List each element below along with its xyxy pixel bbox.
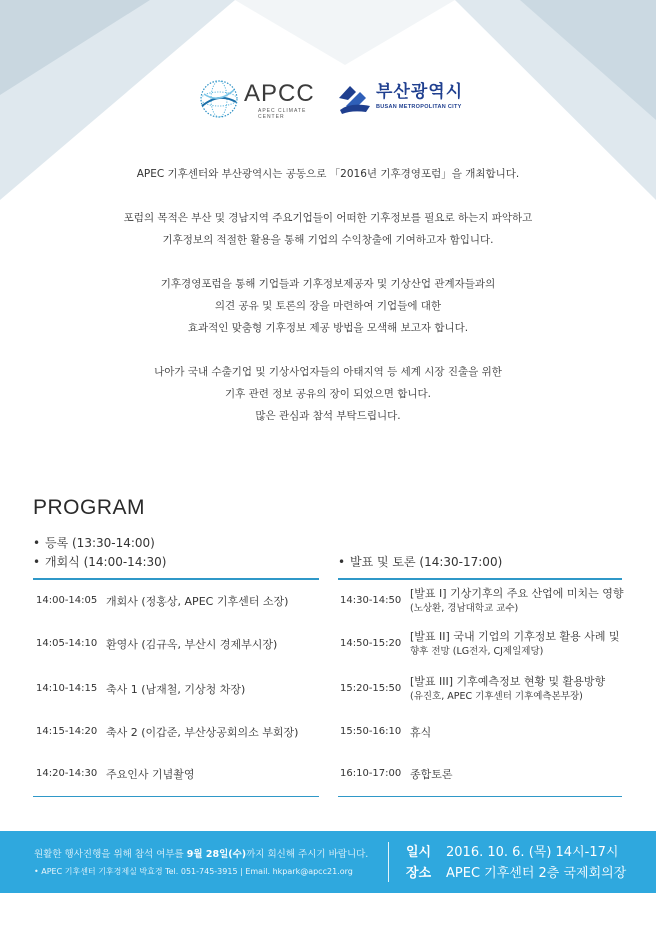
registration-item (33, 535, 155, 551)
row-time: 14:20-14:30 (36, 768, 98, 779)
row-desc: 휴식 (410, 726, 432, 739)
row-desc-sub: (노상환, 경남대학교 교수) (410, 603, 519, 614)
place-label: 장소 (406, 866, 432, 881)
row-desc: 축사 1 (남재철, 기상청 차장) (106, 683, 246, 696)
place-value: APEC 기후센터 2층 국제회의장 (446, 866, 627, 881)
intro-line: 효과적인 맞춤형 기후정보 제공 방법을 모색해 보고자 합니다. (187, 322, 469, 334)
row-desc: 환영사 (김규옥, 부산시 경제부시장) (106, 638, 278, 651)
rsvp-note-suffix: 까지 회신해 주시기 바랍니다. (246, 849, 369, 860)
row-time: 14:10-14:15 (36, 683, 98, 694)
contact-info: • APEC 기후센터 기후경제실 박효경 Tel. 051-745-3915 | Email. hkpark@apcc21.org (34, 867, 353, 876)
program-title: PROGRAM (33, 496, 146, 519)
apcc-logo (198, 78, 322, 122)
session-heading (338, 554, 502, 570)
left-bottom-rule (33, 796, 319, 797)
rsvp-note-prefix: 원활한 행사진행을 위해 참석 여부를 (34, 849, 187, 860)
rsvp-note (34, 846, 368, 860)
row-time: 15:50-16:10 (340, 726, 402, 737)
apcc-name: APCC (244, 80, 315, 107)
row-time: 14:00-14:05 (36, 595, 98, 606)
intro-line: 많은 관심과 참석 부탁드립니다. (255, 410, 401, 422)
intro-line: 기후경영포럼을 통해 기업들과 기후정보제공자 및 기상산업 관계자들과의 (160, 278, 496, 290)
opening-heading (33, 554, 166, 570)
intro-line: 기후 관련 정보 공유의 장이 되었으면 합니다. (225, 388, 431, 400)
logo-bar (0, 76, 656, 126)
bullet-dot: • (33, 555, 41, 569)
row-desc-title: [발표 III] 기후예측정보 현황 및 활용방향 (410, 675, 606, 688)
row-time: 14:50-15:20 (340, 638, 402, 649)
intro-line: 기후정보의 적절한 활용을 통해 기업의 수익창출에 기여하고자 함입니다. (162, 234, 494, 246)
row-desc: 개회사 (정홍상, APEC 기후센터 소장) (106, 595, 289, 608)
apcc-subtitle: APEC CLIMATE CENTER (258, 108, 307, 120)
row-desc-title: [발표 II] 국내 기업의 기후정보 활용 사례 및 (410, 630, 620, 643)
intro-line: 의견 공유 및 토론의 장을 마련하여 기업들에 대한 (214, 300, 442, 312)
intro-line: APEC 기후센터와 부산광역시는 공동으로 「2016년 기후경영포럼」을 개최합니다. (136, 168, 520, 180)
busan-name: 부산광역시 (376, 82, 464, 102)
globe-icon (198, 78, 240, 120)
registration-label: 등록 (13:30-14:00) (45, 536, 155, 550)
busan-logo (336, 80, 476, 120)
intro-line: 나아가 국내 수출기업 및 기상사업자들의 아태지역 등 세계 시장 진출을 위한 (154, 366, 502, 378)
bullet-dot: • (33, 536, 41, 550)
busan-subtitle: BUSAN METROPOLITAN CITY (376, 104, 462, 110)
right-bottom-rule (338, 796, 622, 797)
footer-divider (388, 842, 389, 882)
row-time: 14:05-14:10 (36, 638, 98, 649)
row-desc: 종합토론 (410, 768, 453, 781)
row-time: 16:10-17:00 (340, 768, 402, 779)
row-time: 14:15-14:20 (36, 726, 98, 737)
date-label: 일시 (406, 845, 432, 860)
row-desc: 주요인사 기념촬영 (106, 768, 195, 781)
row-desc (410, 674, 605, 704)
row-desc (410, 629, 620, 659)
bullet-dot: • (338, 555, 346, 569)
session-heading-label: 발표 및 토론 (14:30-17:00) (350, 555, 503, 569)
intro-text (40, 163, 616, 427)
row-desc: 축사 2 (이갑준, 부산상공회의소 부회장) (106, 726, 299, 739)
intro-line: 포럼의 목적은 부산 및 경남지역 주요기업들이 어떠한 기후정보를 필요로 하는지 파악하고 (123, 212, 533, 224)
event-place (406, 862, 626, 881)
busan-wave-icon (336, 80, 374, 118)
rsvp-deadline: 9월 28일(수) (186, 849, 247, 860)
row-time: 15:20-15:50 (340, 683, 402, 694)
date-value: 2016. 10. 6. (목) 14시-17시 (446, 845, 619, 860)
footer-banner (0, 831, 656, 893)
row-time: 14:30-14:50 (340, 595, 402, 606)
row-desc-title: [발표 I] 기상기후의 주요 산업에 미치는 영향 (410, 587, 624, 600)
opening-heading-label: 개회식 (14:00-14:30) (45, 555, 167, 569)
row-desc-sub: (유진호, APEC 기후센터 기후예측본부장) (410, 691, 583, 702)
row-desc-sub: 향후 전망 (LG전자, CJ제일제당) (410, 646, 544, 657)
row-desc (410, 586, 623, 616)
event-date (406, 841, 618, 860)
right-top-rule (338, 578, 622, 580)
left-top-rule (33, 578, 319, 580)
